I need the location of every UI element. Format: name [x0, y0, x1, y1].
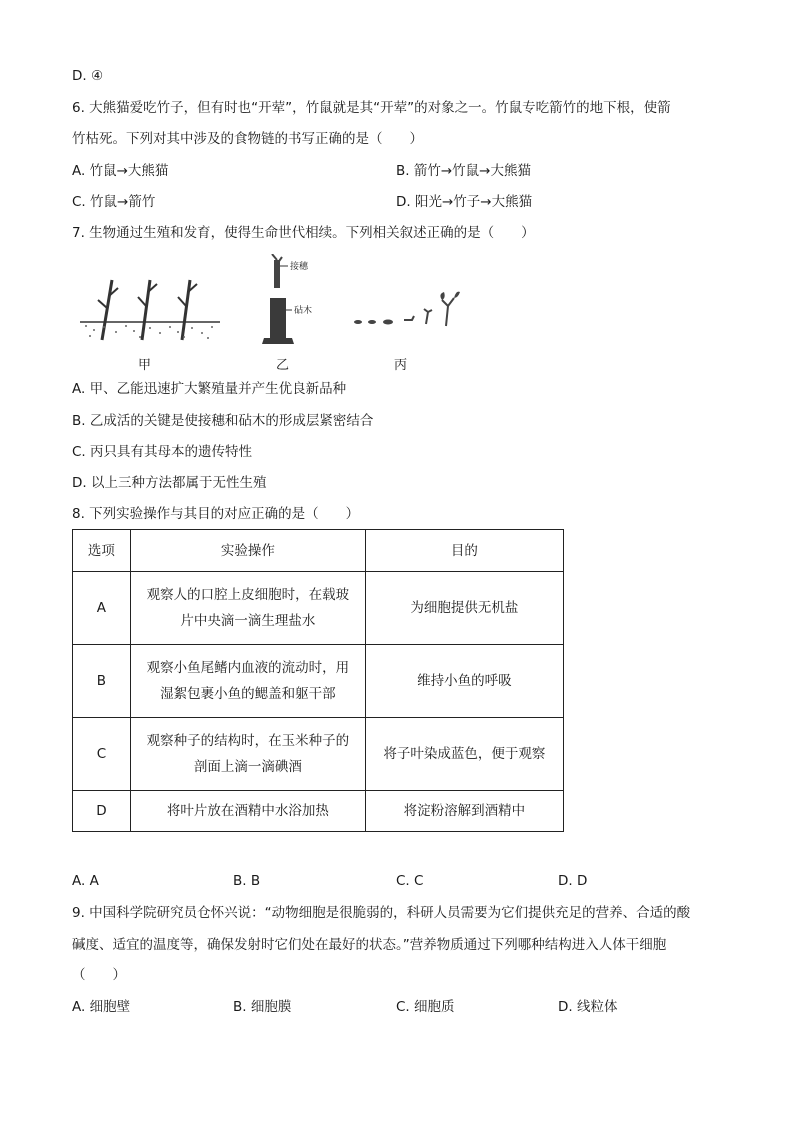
row-d-purpose: 将淀粉溶解到酒精中	[365, 791, 563, 832]
q9-option-b: B. 细胞膜	[233, 999, 292, 1015]
row-b-option: B	[73, 645, 131, 718]
q8-option-a: A. A	[72, 873, 99, 889]
seed-germination-illustration	[352, 282, 472, 352]
scion-label: 接穗	[290, 262, 309, 272]
q7-stem: 7. 生物通过生殖和发育，使得生命世代相续。下列相关叙述正确的是（ ）	[72, 225, 535, 241]
q6-option-b: B. 箭竹→竹鼠→大熊猫	[396, 163, 531, 179]
row-c-operation-line2: 剖面上滴一滴碘酒	[193, 759, 302, 775]
q7-option-c: C. 丙只具有其母本的遗传特性	[72, 444, 253, 460]
q5-option-d: D. ④	[72, 68, 104, 84]
q8-option-d: D. D	[558, 873, 588, 889]
row-b-purpose: 维持小鱼的呼吸	[365, 645, 563, 718]
row-d-operation: 将叶片放在酒精中水浴加热	[130, 791, 365, 832]
q9-option-d: D. 线粒体	[558, 999, 618, 1015]
row-a-option: A	[73, 572, 131, 645]
header-operation: 实验操作	[130, 530, 365, 572]
row-d-option: D	[73, 791, 131, 832]
q7-figure	[72, 252, 492, 372]
row-a-operation-line1: 观察人的口腔上皮细胞时，在载玻	[146, 587, 350, 603]
q8-option-c: C. C	[396, 873, 424, 889]
q9-option-c: C. 细胞质	[396, 999, 455, 1015]
q7-option-a: A. 甲、乙能迅速扩大繁殖量并产生优良新品种	[72, 381, 347, 397]
experiment-table	[72, 529, 564, 832]
q6-option-d: D. 阳光→竹子→大熊猫	[396, 194, 533, 210]
q6-option-c: C. 竹鼠→箭竹	[72, 194, 156, 210]
table-row	[73, 791, 564, 832]
table-header-row	[73, 530, 564, 572]
row-c-operation-line1: 观察种子的结构时，在玉米种子的	[146, 733, 350, 749]
row-a-operation-line2: 片中央滴一滴生理盐水	[180, 613, 316, 629]
rootstock-label: 砧木	[294, 306, 313, 316]
q9-option-a: A. 细胞壁	[72, 999, 131, 1015]
q9-stem-line3: （ ）	[72, 967, 126, 983]
table-row	[73, 572, 564, 645]
cuttings-illustration	[80, 270, 230, 370]
q6-option-a: A. 竹鼠→大熊猫	[72, 163, 169, 179]
q8-stem: 8. 下列实验操作与其目的对应正确的是（ ）	[72, 506, 360, 522]
row-b-operation-line2: 湿絮包裹小鱼的鳃盖和躯干部	[160, 686, 336, 702]
row-b-operation	[130, 645, 365, 718]
row-a-operation	[130, 572, 365, 645]
q9-stem-line1: 9. 中国科学院研究员仓怀兴说：“动物细胞是很脆弱的，科研人员需要为它们提供充足的营养、合适的酸	[72, 905, 691, 921]
row-c-option: C	[73, 718, 131, 791]
table-row	[73, 718, 564, 791]
row-c-operation	[130, 718, 365, 791]
table-row	[73, 645, 564, 718]
figure-label-jia: 甲	[138, 358, 152, 373]
row-a-purpose: 为细胞提供无机盐	[365, 572, 563, 645]
q6-stem-line2: 竹枯死。下列对其中涉及的食物链的书写正确的是（ ）	[72, 131, 423, 147]
q8-option-b: B. B	[233, 873, 261, 889]
q7-option-d: D. 以上三种方法都属于无性生殖	[72, 475, 267, 491]
row-b-operation-line1: 观察小鱼尾鳍内血液的流动时，用	[146, 660, 350, 676]
row-c-purpose: 将子叶染成蓝色，便于观察	[365, 718, 563, 791]
q7-option-b: B. 乙成活的关键是使接穗和砧木的形成层紧密结合	[72, 413, 374, 429]
header-purpose: 目的	[365, 530, 563, 572]
figure-label-bing: 丙	[394, 358, 408, 373]
figure-label-yi: 乙	[276, 358, 290, 373]
q9-stem-line2: 碱度、适宜的温度等，确保发射时它们处在最好的状态。”营养物质通过下列哪种结构进入人体干细胞	[72, 937, 667, 953]
header-option: 选项	[73, 530, 131, 572]
q6-stem-line1: 6. 大熊猫爱吃竹子，但有时也“开荤”，竹鼠就是其“开荤”的对象之一。竹鼠专吃箭竹的地下根，使箭	[72, 100, 671, 116]
